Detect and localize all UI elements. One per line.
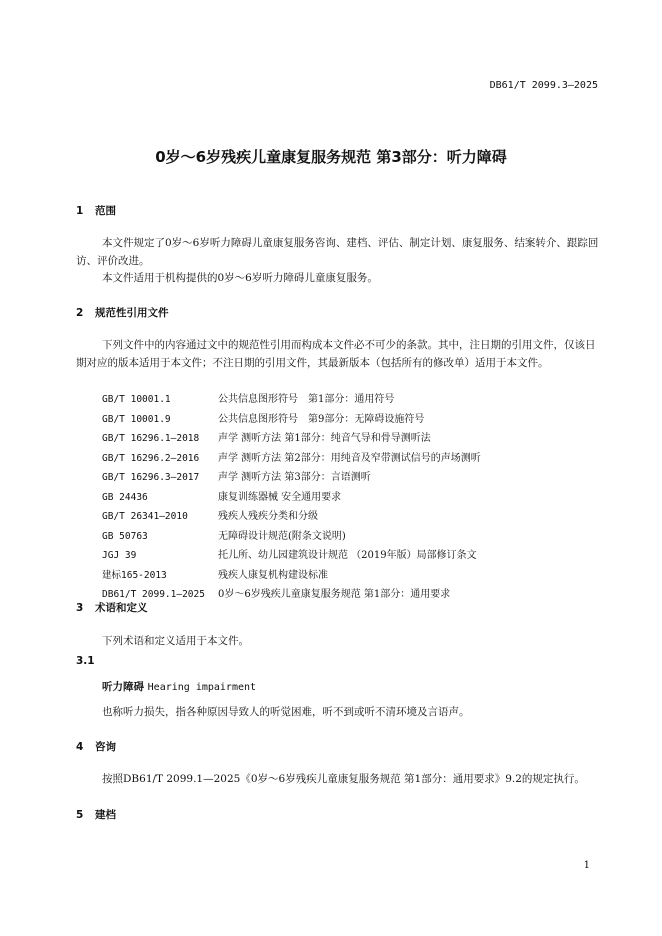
document-title: 0岁～6岁残疾儿童康复服务规范 第3部分：听力障碍 (155, 148, 507, 166)
reference-item (102, 527, 481, 547)
reference-list (102, 390, 481, 605)
reference-name: 声学 测听方法 第2部分：用纯音及窄带测试信号的声场测听 (218, 452, 481, 464)
term-heading (102, 679, 256, 694)
references-intro: 下列文件中的内容通过文中的规范性引用而构成本文件必不可少的条款。其中，注日期的引用文件，仅该日期对应的版本适用于本文件；不注日期的引用文件，其最新版本（包括所有的修改单）适用于本文件。 (76, 339, 596, 369)
reference-code: GB/T 16296.1—2018 (102, 433, 200, 444)
reference-item (102, 429, 481, 449)
term-definition: 也称听力损失，指各种原因导致人的听觉困难，听不到或听不清环境及言语声。 (102, 706, 470, 718)
reference-name: 托儿所、幼儿园建筑设计规范 （2019年版）局部修订条文 (218, 550, 477, 561)
term-chinese: 听力障碍 (102, 681, 144, 693)
section-title: 咨询 (95, 741, 116, 753)
reference-code: GB/T 16296.3—2017 (102, 472, 200, 483)
reference-item (102, 449, 481, 469)
section-title: 范围 (95, 205, 116, 217)
reference-code: GB/T 26341—2010 (102, 511, 188, 522)
terms-intro: 下列术语和定义适用于本文件。 (102, 635, 249, 647)
reference-code: GB 24436 (102, 491, 148, 503)
reference-code: GB/T 16296.2—2016 (102, 452, 200, 464)
term-english: Hearing impairment (147, 682, 257, 693)
reference-item (102, 585, 481, 605)
reference-code: GB/T 10001.9 (102, 413, 171, 425)
reference-code: DB61/T 2099.1—2025 (102, 589, 205, 600)
reference-code: 建标165-2013 (102, 569, 167, 581)
reference-item (102, 410, 481, 430)
section-title: 术语和定义 (95, 602, 148, 614)
reference-item (102, 546, 481, 566)
reference-item (102, 507, 481, 527)
section-title: 规范性引用文件 (95, 307, 169, 319)
section-3-heading (76, 600, 148, 615)
section-1-heading (76, 203, 116, 218)
reference-name: 无障碍设计规范(附条文说明) (218, 530, 346, 542)
reference-code: GB/T 10001.1 (102, 394, 171, 405)
reference-name: 公共信息图形符号 第9部分：无障碍设施符号 (218, 413, 425, 425)
section-number: 5 (76, 809, 84, 821)
reference-name: 公共信息图形符号 第1部分：通用符号 (218, 394, 395, 405)
reference-name: 0岁～6岁残疾儿童康复服务规范 第1部分：通用要求 (218, 589, 451, 600)
section-2-heading (76, 305, 169, 320)
section-number: 3 (76, 602, 84, 614)
reference-name: 残疾人残疾分类和分级 (218, 511, 318, 522)
reference-code: GB 50763 (102, 530, 148, 542)
reference-item (102, 488, 481, 508)
reference-code: JGJ 39 (102, 550, 137, 561)
section-number: 1 (76, 205, 84, 217)
standard-number: DB61/T 2099.3—2025 (489, 80, 598, 91)
page-number: 1 (583, 860, 590, 871)
section-number: 2 (76, 307, 84, 319)
section-4-heading (76, 739, 116, 754)
section-number: 4 (76, 741, 84, 753)
scope-paragraph-1: 本文件规定了0岁～6岁听力障碍儿童康复服务咨询、建档、评估、制定计划、康复服务、结案转介、跟踪回访、评价改进。 (76, 237, 599, 267)
consultation-paragraph: 按照DB61/T 2099.1—2025《0岁～6岁残疾儿童康复服务规范 第1部分：通用要求》9.2的规定执行。 (102, 773, 585, 785)
reference-name: 声学 测听方法 第3部分：言语测听 (218, 472, 371, 483)
reference-name: 残疾人康复机构建设标准 (218, 569, 328, 581)
scope-paragraph-2: 本文件适用于机构提供的0岁～6岁听力障碍儿童康复服务。 (102, 272, 378, 284)
section-5-heading (76, 807, 116, 822)
reference-item (102, 390, 481, 410)
term-number: 3.1 (76, 655, 95, 667)
reference-item (102, 468, 481, 488)
reference-name: 康复训练器械 安全通用要求 (218, 491, 342, 503)
reference-name: 声学 测听方法 第1部分：纯音气导和骨导测听法 (218, 433, 431, 444)
reference-item (102, 566, 481, 586)
section-title: 建档 (95, 809, 116, 821)
